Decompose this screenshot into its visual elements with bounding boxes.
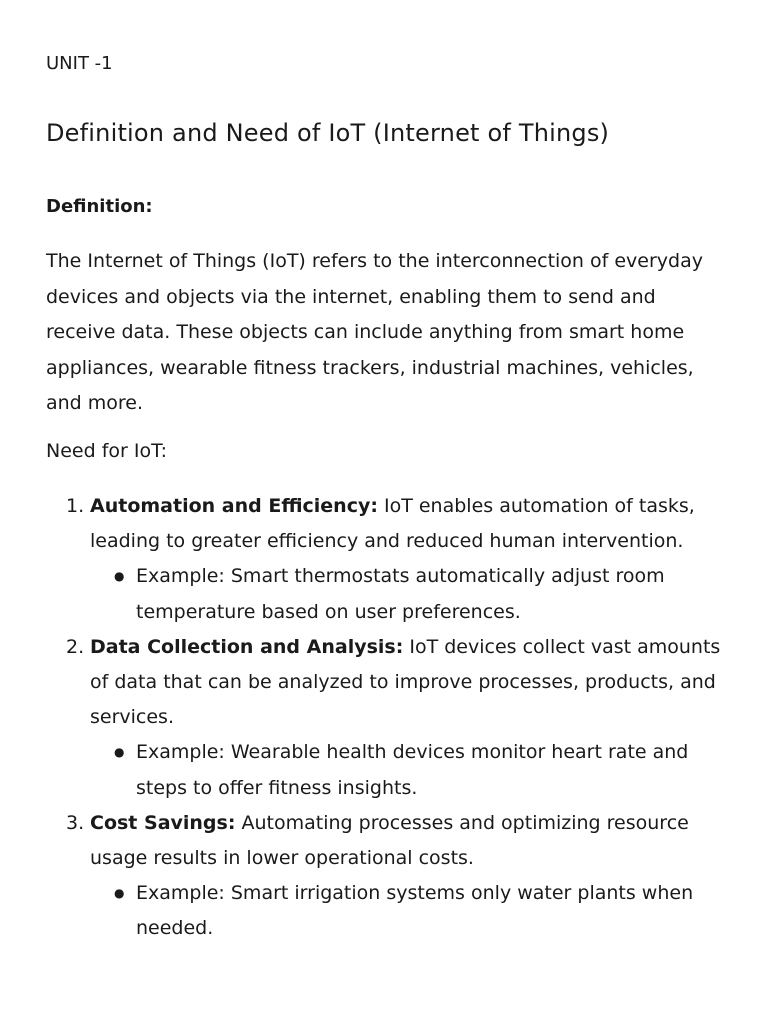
example-text: Example: Wearable health devices monitor heart rate and steps to offer fitness insights. — [136, 741, 689, 799]
list-item-lead: Automation and Efficiency: — [90, 495, 378, 517]
list-item-text: IoT enables automation of tasks, leading to greater efficiency and reduced human intervention. — [90, 495, 695, 553]
list-item — [46, 489, 736, 630]
definition-heading: Definition: — [46, 196, 153, 217]
list-item — [46, 630, 736, 806]
example-item — [90, 876, 736, 946]
list-item-number: 3. — [66, 811, 85, 834]
example-list — [90, 735, 736, 805]
example-list — [90, 876, 736, 946]
list-item-lead: Data Collection and Analysis: — [90, 635, 404, 658]
list-item-number: 1. — [66, 495, 85, 517]
example-text: Example: Smart thermostats automatically adjust room temperature based on user preferences. — [136, 565, 665, 623]
list-item-lead: Cost Savings: — [90, 811, 236, 834]
bullet-icon: ● — [114, 569, 125, 584]
example-item — [90, 559, 736, 629]
need-list — [46, 489, 736, 947]
unit-label: UNIT -1 — [46, 53, 113, 74]
need-heading: Need for IoT: — [46, 440, 168, 462]
example-item — [90, 735, 736, 805]
list-item-text: Automating processes and optimizing resource usage results in lower operational costs. — [90, 811, 689, 870]
example-text: Example: Smart irrigation systems only water plants when needed. — [136, 882, 694, 940]
list-item-number: 2. — [66, 635, 85, 658]
list-item — [46, 806, 736, 947]
page-title: Definition and Need of IoT (Internet of Things) — [46, 119, 610, 147]
list-item-text: IoT devices collect vast amounts of data that can be analyzed to improve processes, products, and services. — [90, 635, 721, 729]
bullet-icon: ● — [114, 886, 125, 901]
example-list — [90, 559, 736, 629]
definition-paragraph: The Internet of Things (IoT) refers to the interconnection of everyday devices and objects via the internet, enabling them to send and receive data. These objects can include anything from smart home appliances, wearable fitness trackers, industrial machines, vehicles, and more. — [46, 250, 703, 414]
bullet-icon: ● — [114, 745, 125, 760]
